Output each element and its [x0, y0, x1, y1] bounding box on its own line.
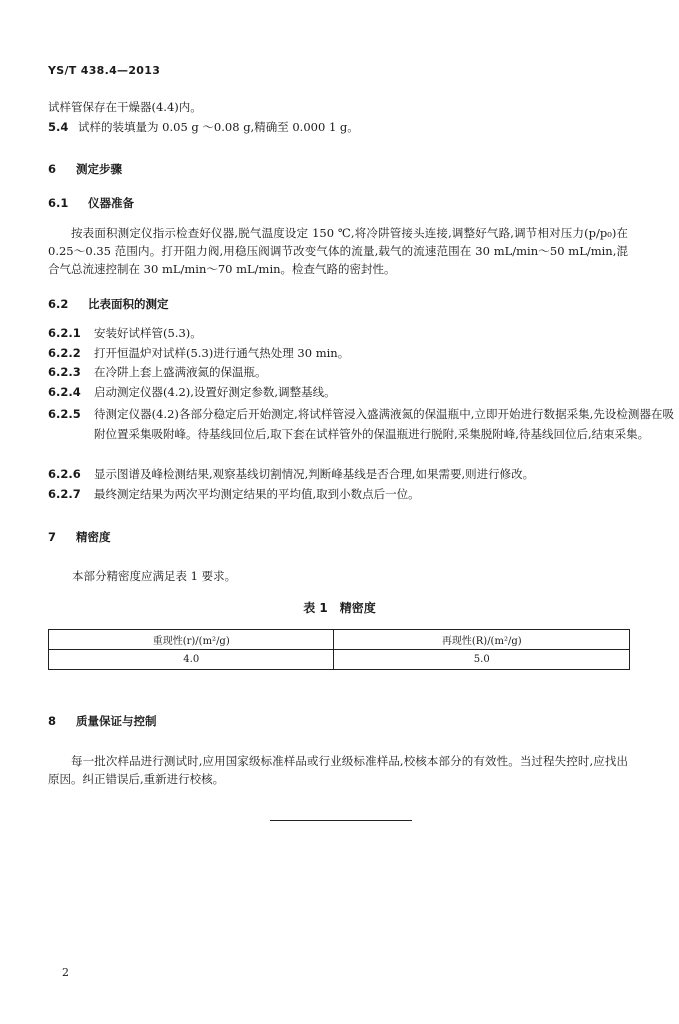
item-number: 6.2.6 — [48, 467, 81, 481]
value-reproducibility: 5.0 — [334, 650, 630, 670]
item-6-2-5 — [48, 404, 674, 444]
section5-continuation: 试样管保存在干燥器(4.4)内。 — [48, 100, 202, 114]
item-6-2-6 — [48, 466, 534, 482]
table-label: 表 1 — [303, 601, 328, 615]
item-number: 6.2.2 — [48, 346, 81, 360]
standard-number: YS/T 438.4—2013 — [48, 64, 161, 77]
section-8-paragraph: 每一批次样品进行测试时,应用国家级标准样品或行业级标准样品,校核本部分的有效性。当过程失控时,应找出原因。纠正错误后,重新进行校核。 — [48, 754, 628, 786]
item-number: 6.2.4 — [48, 385, 81, 399]
section-7-title: 精密度 — [76, 530, 111, 544]
end-rule — [270, 820, 412, 821]
section-8-number: 8 — [48, 714, 57, 728]
section-7-number: 7 — [48, 530, 57, 544]
section-6-heading — [48, 161, 122, 177]
item-5-4 — [48, 119, 359, 135]
item-number: 6.2.1 — [48, 326, 81, 340]
section-6-1-number: 6.1 — [48, 196, 69, 210]
section-8-title: 质量保证与控制 — [76, 714, 157, 728]
section-6-2-title: 比表面积的测定 — [88, 297, 169, 311]
section-6-1-paragraph: 按表面积测定仪指示检查好仪器,脱气温度设定 150 ℃,将冷阱管接头连接,调整好气路,调节相对压力(p/p₀)在 0.25～0.35 范围内。打开阻力阀,用稳压阀调节改变气体的流量,载气的流速范围在 30 mL/min～50 mL/min,混合气总流速控制在 30 mL/min～70 mL/min。检查气路的密封性。 — [48, 226, 628, 276]
section-6-1-title: 仪器准备 — [88, 196, 134, 210]
section-7-heading — [48, 529, 111, 545]
section-6-title: 测定步骤 — [76, 162, 122, 176]
section-6-number: 6 — [48, 162, 57, 176]
item-number: 6.2.5 — [48, 407, 81, 421]
item-6-2-4 — [48, 384, 336, 400]
header-reproducibility: 再现性(R)/(m²/g) — [334, 630, 630, 650]
table-caption — [0, 599, 679, 616]
item-number: 6.2.7 — [48, 487, 81, 501]
precision-table — [48, 629, 630, 670]
section-6-2-number: 6.2 — [48, 297, 69, 311]
item-text: 最终测定结果为两次平均测定结果的平均值,取到小数点后一位。 — [94, 487, 420, 501]
section-7-paragraph: 本部分精密度应满足表 1 要求。 — [72, 569, 237, 583]
section-8-heading — [48, 713, 157, 729]
value-repeatability: 4.0 — [49, 650, 334, 670]
page-number: 2 — [62, 966, 69, 979]
item-6-2-7 — [48, 486, 420, 502]
table-title: 精密度 — [339, 601, 376, 615]
item-6-2-2 — [48, 345, 349, 361]
item-text: 打开恒温炉对试样(5.3)进行通气热处理 30 min。 — [94, 346, 350, 360]
item-5-4-number: 5.4 — [48, 120, 69, 134]
item-6-2-3 — [48, 364, 267, 380]
item-text: 待测定仪器(4.2)各部分稳定后开始测定,将试样管浸入盛满液氮的保温瓶中,立即开始进行数据采集,先设检测器在吸附位置采集吸附峰。待基线回位后,取下套在试样管外的保温瓶进行脱附,采集脱附峰,待基线回位后,结束采集。 — [94, 407, 674, 441]
section-6-2-heading — [48, 296, 169, 312]
item-text: 启动测定仪器(4.2),设置好测定参数,调整基线。 — [94, 385, 336, 399]
item-text: 显示图谱及峰检测结果,观察基线切割情况,判断峰基线是否合理,如果需要,则进行修改。 — [94, 467, 535, 481]
section-6-1-heading — [48, 195, 134, 211]
item-6-2-1 — [48, 325, 202, 341]
item-number: 6.2.3 — [48, 365, 81, 379]
item-5-4-text: 试样的装填量为 0.05 g ～0.08 g,精确至 0.000 1 g。 — [78, 120, 359, 134]
table-header-row — [49, 630, 630, 650]
header-repeatability: 重现性(r)/(m²/g) — [49, 630, 334, 650]
item-text: 安装好试样管(5.3)。 — [94, 326, 202, 340]
item-text: 在冷阱上套上盛满液氮的保温瓶。 — [94, 365, 267, 379]
table-row — [49, 650, 630, 670]
